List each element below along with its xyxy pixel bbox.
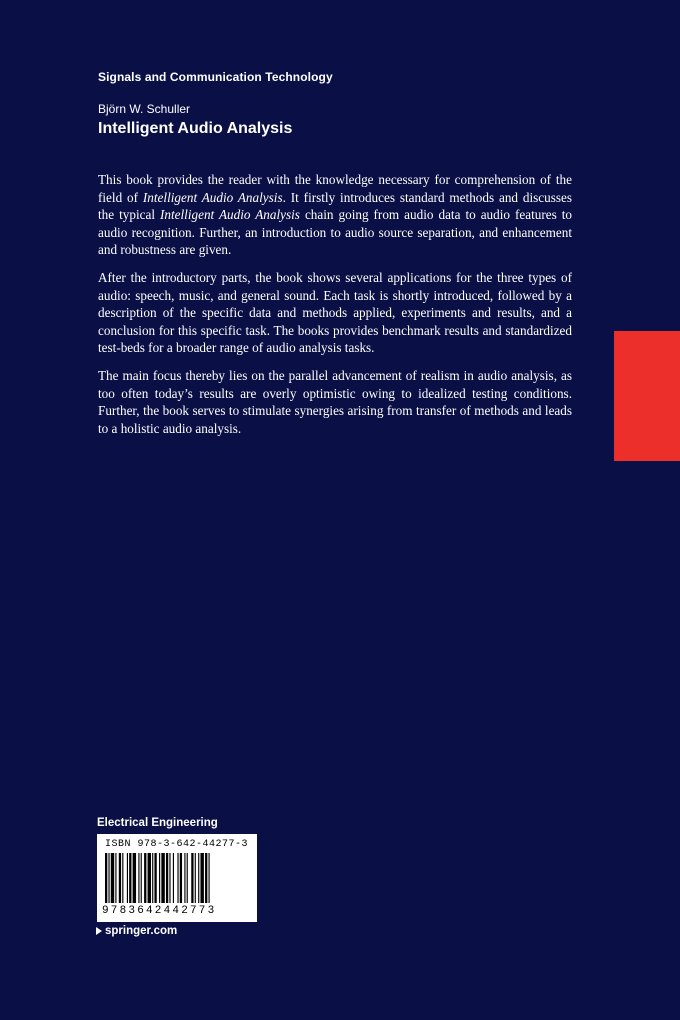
red-spine-tab [614, 331, 680, 461]
description-paragraph-1 [98, 171, 572, 259]
author-name: Björn W. Schuller [98, 102, 191, 116]
triangle-right-icon [96, 927, 102, 935]
subject-category: Electrical Engineering [97, 817, 218, 829]
isbn-label: ISBN 978-3-642-44277-3 [105, 839, 249, 850]
paragraph-1-text-c: chain going from audio data to audio features to audio recognition. Further, an introduction to audio source separation, and enhancement and robustness are given. [98, 207, 572, 258]
description-paragraph-2: After the introductory parts, the book shows several applications for the three types of audio: speech, music, and general sound. Each task is shortly introduced, followed by a description of the specific data and methods applied, experiments and results, and a conclusion for this specific task. The books provides benchmark results and standardized test-beds for a broader range of audio analysis tasks. [98, 269, 572, 356]
book-description [98, 171, 572, 447]
isbn-barcode [97, 834, 257, 922]
paragraph-1-italic-1: Intelligent Audio Analysis [142, 189, 283, 205]
series-title: Signals and Communication Technology [98, 70, 333, 84]
paragraph-1-text-a: This book provides the reader with the knowledge necessary for comprehension of the field of [98, 172, 572, 205]
barcode-digits: 9783642442773 [102, 905, 217, 917]
paragraph-1-italic-2: Intelligent Audio Analysis [160, 207, 300, 223]
book-title: Intelligent Audio Analysis [98, 120, 293, 137]
description-paragraph-3: The main focus thereby lies on the parallel advancement of realism in audio analysis, as too often today’s results are overly optimistic owing to idealized testing conditions. Further, the book serves to stimulate synergies arising from transfer of methods and leads to a holistic audio analysis. [98, 367, 572, 436]
barcode-icon [103, 853, 251, 905]
publisher-website[interactable] [96, 925, 177, 937]
paragraph-1-text-b: . It firstly introduces standard methods and discusses the typical [98, 189, 572, 223]
website-link[interactable]: springer.com [105, 925, 178, 937]
